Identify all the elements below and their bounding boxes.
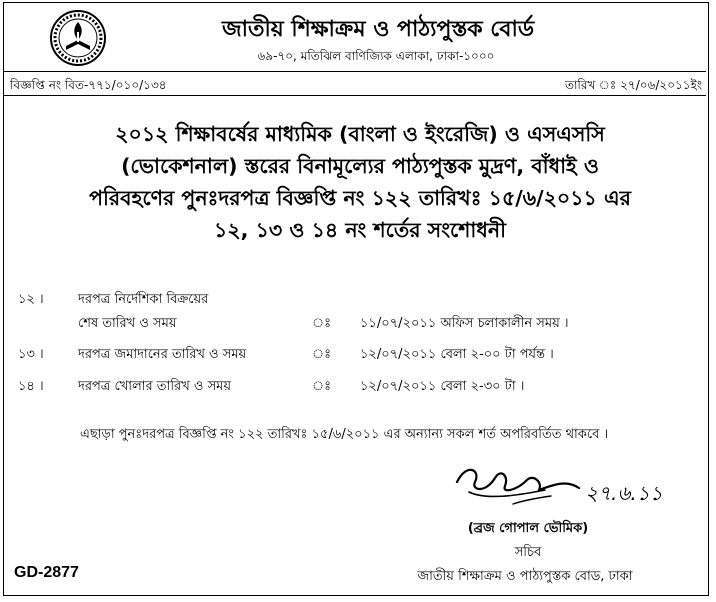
org-name: জাতীয় শিক্ষাক্রম ও পাঠ্যপুস্তক বোর্ড — [221, 17, 535, 42]
item-number: ১২ । — [18, 292, 44, 307]
item-label: দরপত্র জমাদানের তারিখ ও সময় — [78, 347, 247, 362]
board-logo-icon — [48, 8, 108, 68]
item-separator: ঃ — [312, 316, 332, 331]
signatory-name: (ব্রজ গোপাল ভৌমিক) — [467, 521, 589, 536]
gd-number: GD-2877 — [14, 564, 79, 581]
title-line: ১২, ১৩ ও ১৪ নং শর্তের সংশোধনী — [214, 218, 506, 242]
item-label: দরপত্র নির্দেশিকা বিক্রয়ের — [78, 292, 209, 307]
item-value: ১১/০৭/২০১১ অফিস চলাকালীন সময় । — [360, 316, 569, 331]
reference-number: বিজ্ঞপ্তি নং বিত-৭৭১/০১০/১৩৪ — [10, 78, 167, 92]
item-value: ১২/০৭/২০১১ বেলা ২-৩০ টা । — [360, 379, 525, 394]
reference-date: তারিখ ঃ ২৭/০৬/২০১১ইং — [564, 78, 702, 92]
header-divider-bottom — [4, 95, 706, 96]
item-number: ১৩ । — [18, 347, 44, 362]
item-separator: ঃ — [312, 347, 332, 362]
signatory-title: সচিব — [514, 545, 542, 560]
title-line: পরিবহণের পুনঃদরপত্র বিজ্ঞপ্তি নং ১২২ তারিখঃ ১৫/৬/২০১১ এর — [89, 186, 631, 210]
footer-note: এছাড়া পুনঃদরপত্র বিজ্ঞপ্তি নং ১২২ তারিখঃ ১৫/৬/২০১১ এর অন্যান্য সকল শর্ত অপরিবর্তিত থাকবে । — [80, 427, 609, 442]
item-value: ১২/০৭/২০১১ বেলা ২-০০ টা পর্যন্ত । — [360, 347, 554, 362]
signatory-office: জাতীয় শিক্ষাক্রম ও পাঠ্যপুস্তক বোড, ঢাকা — [417, 569, 633, 584]
signature-date: ২৭.৬.১১ — [585, 481, 663, 505]
item-label: দরপত্র খোলার তারিখ ও সময় — [78, 379, 232, 394]
handwritten-signature — [455, 460, 685, 522]
notice-title — [30, 118, 690, 246]
header-divider-top — [4, 71, 706, 72]
item-separator: ঃ — [312, 379, 332, 394]
item-label: শেষ তারিখ ও সময় — [78, 316, 177, 331]
item-number: ১৪ । — [18, 379, 44, 394]
title-line: ২০১২ শিক্ষাবর্ষের মাধ্যমিক (বাংলা ও ইংরেজি) ও এসএসসি — [115, 122, 605, 146]
org-address: ৬৯-৭০, মতিঝিল বাণিজ্যিক এলাকা, ঢাকা-১০০০ — [257, 49, 495, 63]
title-line: (ভোকেশনাল) স্তরের বিনামূল্যের পাঠ্যপুস্তক মুদ্রণ, বাঁধাই ও — [121, 154, 599, 178]
